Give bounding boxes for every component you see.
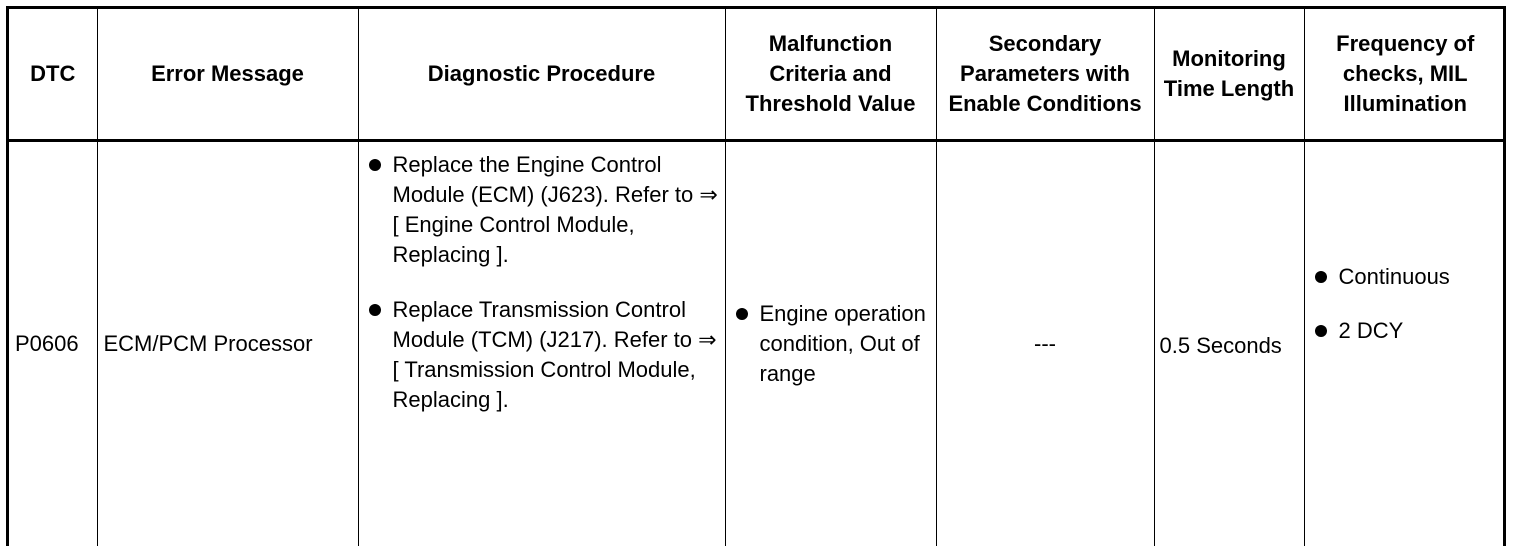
- header-error-message: Error Message: [97, 9, 358, 140]
- criteria-item: [726, 299, 936, 389]
- header-malfunction-criteria: Malfunction Criteria and Threshold Value: [725, 9, 936, 140]
- cell-secondary-parameters: ---: [936, 140, 1154, 546]
- frequency-list: [1305, 262, 1507, 346]
- bullet-icon: [369, 159, 381, 171]
- header-monitoring-time: Monitoring Time Length: [1154, 9, 1304, 140]
- cell-frequency: [1304, 140, 1506, 546]
- cell-dtc: P0606: [15, 330, 79, 356]
- criteria-text: Engine operation condition, Out of range: [759, 300, 926, 386]
- bullet-icon: [736, 308, 748, 320]
- procedure-list: [359, 150, 725, 415]
- header-row: [9, 9, 1506, 140]
- procedure-step: [359, 295, 725, 415]
- procedure-step: [359, 150, 725, 270]
- frequency-item: [1305, 262, 1507, 292]
- header-frequency: Frequency of checks, MIL Illumination: [1304, 9, 1506, 140]
- frequency-text: Continuous: [1338, 263, 1450, 289]
- cell-malfunction-criteria: [725, 140, 936, 546]
- dtc-table-frame: [6, 6, 1506, 546]
- bullet-icon: [369, 304, 381, 316]
- cell-error-message: ECM/PCM Processor: [97, 140, 358, 546]
- header-dtc: DTC: [9, 9, 97, 140]
- bullet-icon: [1315, 325, 1327, 337]
- frequency-text: 2 DCY: [1338, 317, 1404, 343]
- frequency-item: [1305, 316, 1507, 346]
- cell-diagnostic-procedure: [358, 140, 725, 546]
- header-diagnostic-procedure: Diagnostic Procedure: [358, 9, 725, 140]
- cell-monitoring-time: 0.5 Seconds: [1154, 140, 1304, 546]
- procedure-step-text: Replace the Engine Control Module (ECM) (J623). Refer to ⇒ [ Engine Control Module, Replacing ].: [392, 151, 718, 267]
- bullet-icon: [1315, 271, 1327, 283]
- criteria-list: [726, 299, 936, 389]
- header-secondary-parameters: Secondary Parameters with Enable Conditions: [936, 9, 1154, 140]
- dtc-table: [9, 9, 1506, 546]
- procedure-step-text: Replace Transmission Control Module (TCM) (J217). Refer to ⇒ [ Transmission Control Module, Replacing ].: [392, 296, 717, 412]
- table-row: [9, 140, 1506, 546]
